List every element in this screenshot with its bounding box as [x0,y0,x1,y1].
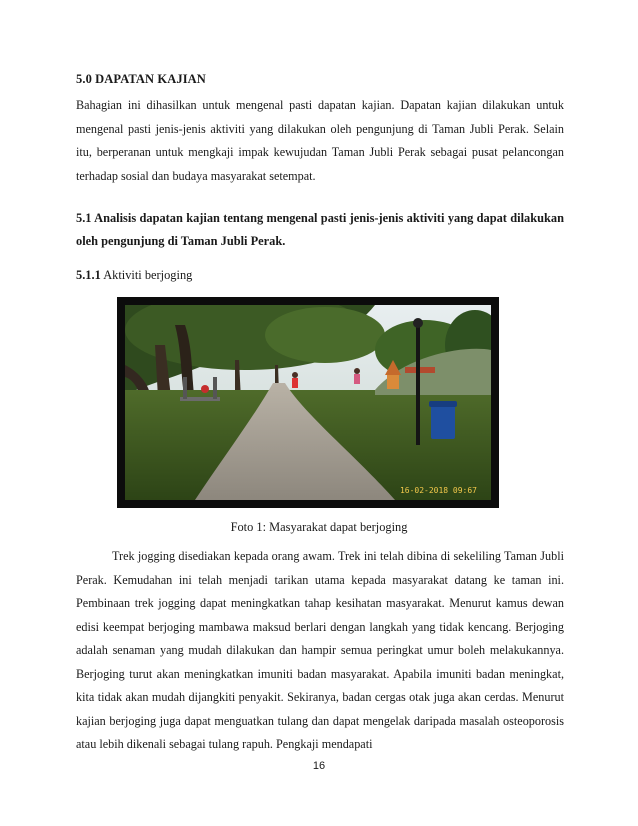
photo-caption: Foto 1: Masyarakat dapat berjoging [230,520,408,534]
subsection-title: 5.1 Analisis dapatan kajian tentang mengenal pasti jenis-jenis aktiviti yang dapat dilakukan oleh pengunjung di Taman Jubli Perak. [76,211,564,248]
subsubsection-heading [76,268,192,283]
subsubsection-title: Aktiviti berjoging [103,268,193,282]
intro-paragraph: Bahagian ini dihasilkan untuk mengenal pasti dapatan kajian. Dapatan kajian dilakukan untuk mengenal pasti jenis-jenis aktiviti yang dilakukan oleh pengunjung di Taman Jubli Perak. Selain itu, berperanan untuk mengkaji impak kewujudan Taman Jubli Perak sebagai pusat pelancongan terhadap sosial dan budaya masyarakat setempat. [76,98,564,183]
page-number: 16 [312,760,326,772]
photo-timestamp: 16-02-2018 09:67 [399,486,477,495]
body-paragraph: Trek jogging disediakan kepada orang awam. Trek ini telah dibina di sekeliling Taman Jubli Perak. Kemudahan ini telah menjadi tarikan utama kepada masyarakat datang ke taman ini. Pembinaan trek jogging dapat meningkatkan tahap kesihatan masyarakat. Menurut kamus dewan edisi keempat berjoging mambawa maksud berlari dengan langkah yang tidak kencang. Berjoging adalah senaman yang mudah dilakukan dan hampir semua peringkat umur boleh melakukannya. Berjoging turut akan meningkatkan imuniti badan masyarakat. Apabila imuniti badan meningkat, kita tidak akan mudah dijangkiti penyakit. Sekiranya, badan cergas otak juga akan cerdas. Menurut kajian berjoging juga dapat menguatkan tulang dan dapat mengelak daripada masalah osteoporosis atau lebih dikenali sebagai tulang rapuh. Pengkaji mendapati [76,549,564,751]
park-photo-illustration [125,305,491,500]
subsubsection-number: 5.1.1 [76,268,101,282]
section-heading: 5.0 DAPATAN KAJIAN [76,72,206,86]
park-jogging-photo [117,297,499,508]
